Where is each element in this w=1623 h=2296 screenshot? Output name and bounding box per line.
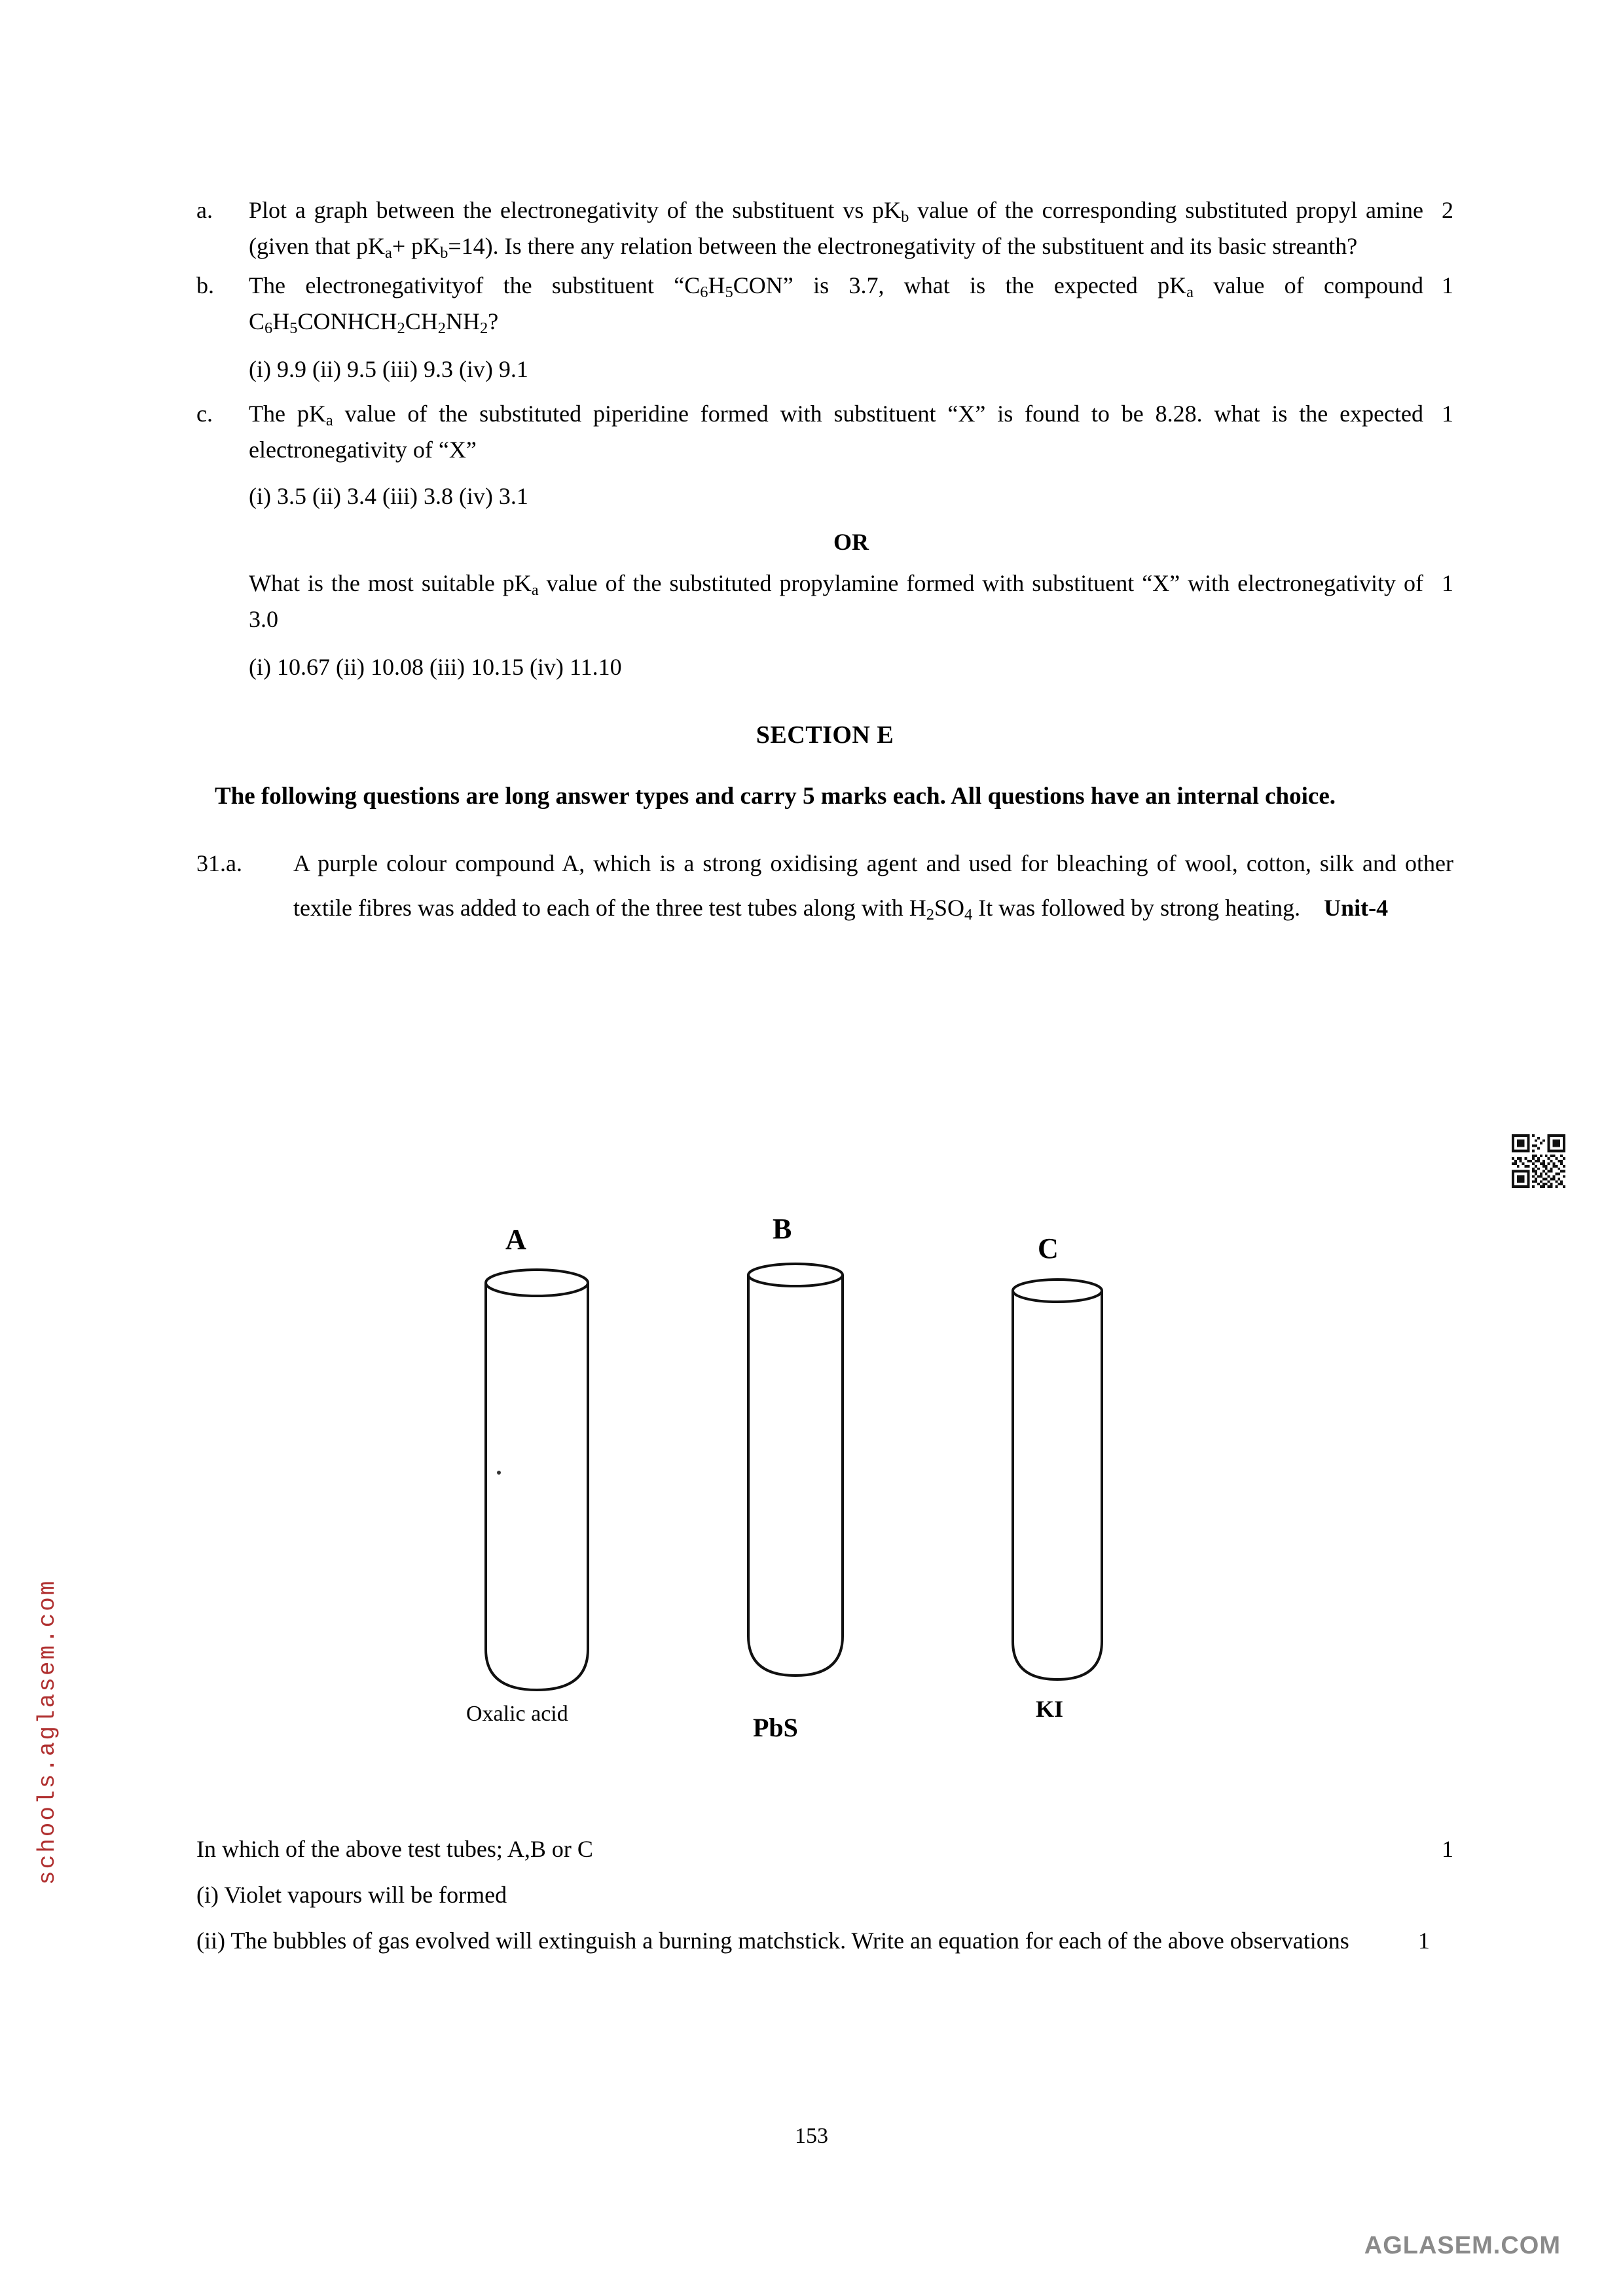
question-c [196, 397, 1453, 468]
question-31-label: 31.a. [196, 850, 242, 877]
sub-2a: 2 [397, 319, 405, 338]
sub-5a: 5 [725, 283, 733, 301]
question-b-options: (i) 9.9 (ii) 9.5 (iii) 9.3 (iv) 9.1 [249, 356, 528, 383]
question-c-part2: value of the substituted piperidine formed with substituent “X” is found to be 8.28. what is the expected electronegativity of “X” [249, 400, 1424, 463]
sub-2c: 2 [479, 319, 488, 338]
question-b-part8: NH [445, 308, 480, 335]
question-b-part7: CH [405, 308, 438, 335]
question-b-marks: 1 [1442, 272, 1453, 298]
qr-code-icon [1512, 1134, 1565, 1188]
tube-letter-b: B [773, 1213, 792, 1245]
tube-caption-c: KI [1036, 1696, 1064, 1722]
section-heading: SECTION E [756, 721, 894, 749]
question-c-sub1: a [325, 411, 333, 429]
tail-line-3: 1 (ii) The bubbles of gas evolved will extinguish a burning matchstick. Write an equation for each of the above observations [196, 1928, 1430, 1954]
tail-line-2-text: (i) Violet vapours will be formed [196, 1882, 507, 1909]
question-a-part4: =14). Is there any relation between the electronegativity of the substituent and its basic streanth? [448, 233, 1358, 260]
question-a-marks: 2 [1442, 197, 1453, 223]
question-31-sub1: 2 [926, 906, 934, 924]
side-watermark: schools.aglasem.com [34, 1579, 61, 1885]
question-a-label: a. [196, 197, 213, 223]
or-question-sub1: a [531, 581, 539, 599]
question-b-part9: ? [488, 308, 499, 335]
question-b-part5: H [272, 308, 290, 335]
question-b-text [249, 268, 1453, 341]
question-31-unit-tag: Unit-4 [1324, 895, 1389, 922]
question-31-part2: SO [934, 895, 964, 922]
page-number: 153 [795, 2124, 828, 2148]
tail-line-3-text: (ii) The bubbles of gas evolved will extinguish a burning matchstick. Write an equation for each of the above observations [196, 1928, 1349, 1954]
question-31-sub2: 4 [964, 906, 973, 924]
question-31 [196, 841, 1453, 931]
question-31-subparts [196, 1826, 1453, 1964]
question-b-label: b. [196, 272, 214, 298]
question-a-text [249, 193, 1453, 266]
question-c-options: (i) 3.5 (ii) 3.4 (iii) 3.8 (iv) 3.1 [249, 483, 528, 510]
or-question-part1: What is the most suitable pK [249, 569, 532, 596]
question-31-part3: It was followed by strong heating. [972, 895, 1301, 922]
question-b-part6: CONHCH [297, 308, 397, 335]
question-a-sub1: b [901, 208, 909, 226]
sub-2b: 2 [437, 319, 446, 338]
question-b-part4: value of compound C [249, 272, 1423, 335]
question-b-part1: The electronegativityof the substituent “C [249, 272, 701, 298]
corner-watermark: AGLASEM.COM [1364, 2232, 1561, 2259]
question-b-part3: CON” is 3.7, what is the expected pK [733, 272, 1187, 298]
question-b-part2: H [708, 272, 725, 298]
test-tube-diagram [432, 1244, 1205, 1780]
question-a-sub2: a [384, 244, 392, 262]
sub-5b: 5 [289, 319, 298, 338]
tail-line-1 [196, 1826, 1453, 1872]
question-a-part1: Plot a graph between the electronegativity of the substituent vs pK [249, 197, 902, 223]
or-question-marks: 1 [1442, 569, 1453, 596]
tube-letter-a: A [505, 1223, 526, 1255]
tail-line-2 [196, 1872, 1453, 1918]
question-a-part2: value of the corresponding substituted propyl amine (given that pK [249, 197, 1423, 260]
or-question-text [249, 566, 1453, 637]
question-c-text [249, 397, 1453, 468]
test-tube-figure [432, 1213, 1205, 1780]
tube-caption-a: Oxalic acid [466, 1702, 568, 1726]
sub-6b: 6 [264, 319, 273, 338]
sub-a1: a [1186, 283, 1194, 301]
question-b [196, 268, 1453, 341]
question-31-text [293, 841, 1453, 931]
tube-caption-b: PbS [753, 1713, 798, 1742]
question-c-label: c. [196, 400, 213, 427]
or-divider: OR [833, 528, 869, 555]
or-question-part2: value of the substituted propylamine formed with substituent “X” with electronegativity of 3.0 [249, 569, 1424, 633]
question-c-part1: The pK [249, 400, 326, 427]
question-c-marks: 1 [1442, 400, 1453, 427]
tube-letter-c: C [1038, 1232, 1059, 1265]
section-instruction: The following questions are long answer types and carry 5 marks each. All questions have an internal choice. [215, 782, 1336, 810]
tail-line-1-marks: 1 [1442, 1836, 1453, 1862]
question-content [196, 193, 1453, 931]
sub-6a: 6 [700, 283, 708, 301]
tail-line-1-text: In which of the above test tubes; A,B or C [196, 1836, 593, 1862]
or-question-options: (i) 10.67 (ii) 10.08 (iii) 10.15 (iv) 11.10 [249, 654, 622, 681]
question-a-part3: + pK [392, 233, 441, 260]
question-31-part1: A purple colour compound A, which is a strong oxidising agent and used for bleaching of wool, cotton, silk and other textile fibres was added to each of the three test tubes along with H [293, 850, 1453, 922]
question-a-sub3: b [440, 244, 448, 262]
question-a [196, 193, 1453, 266]
